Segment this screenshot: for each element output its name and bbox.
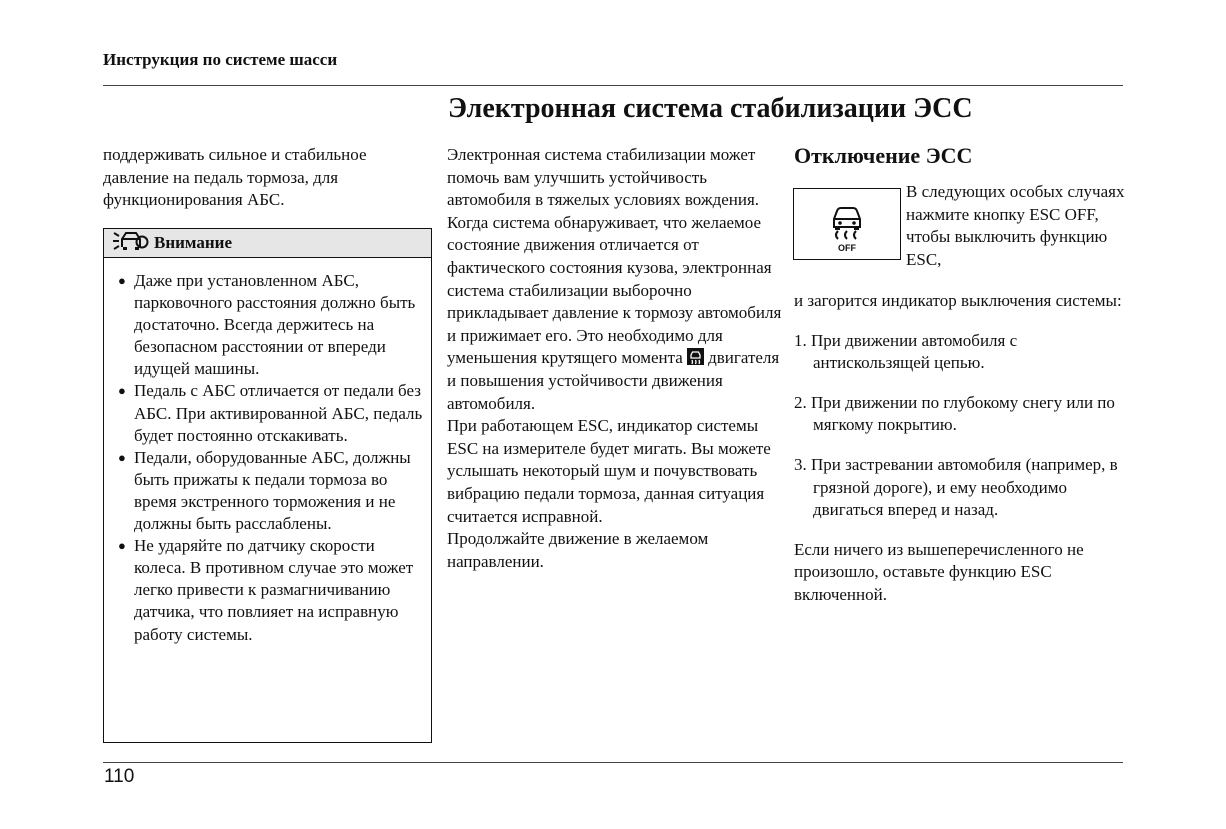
warning-header: [104, 229, 431, 258]
esc-off-icon: [794, 189, 900, 259]
page-number: 110: [104, 766, 135, 787]
esc-off-continuation: и загорится индикатор выключения системы:: [794, 291, 1122, 310]
warning-item: ● Педали, оборудованные АБС, должны быть прижаты к педали тормоза во время экстренного торможения и не должны быть расслаблены.: [118, 447, 423, 535]
esc-off-caption: OFF: [838, 243, 856, 253]
warning-box: [103, 228, 432, 743]
warning-item: ● Даже при установленном АБС, парковочного расстояния должно быть достаточно. Всегда держитесь на безопасном расстоянии от впереди идущей машины.: [118, 270, 423, 380]
warning-item: ● Педаль с АБС отличается от педали без АБС. При активированной АБС, педаль будет постоянно отскакивать.: [118, 380, 423, 446]
esc-off-title: Отключение ЭСС: [794, 143, 973, 168]
esc-off-closing: Если ничего из вышеперечисленного не произошло, оставьте функцию ESC включенной.: [794, 539, 1084, 604]
page-title: Электронная система стабилизации ЭСС: [448, 93, 973, 124]
esc-indicator-icon: [687, 348, 704, 365]
esc-paragraph-1-start: Электронная система стабилизации может помочь вам улучшить устойчивость автомобиля в тяжелых условиях вождения. Когда система обнаруживает, что желаемое состояние движения отличается от фактического состояния кузова, электронная система стабилизации выборочно прикладывает давление к тормозу автомобиля и прижимает его. Это необходимо для уменьшения крутящего момента: [447, 145, 782, 368]
esc-off-side-text: В следующих особых случаях нажмите кнопку ESC OFF, чтобы выключить функцию ESC,: [906, 182, 1125, 269]
header-divider: [103, 85, 1123, 86]
esc-paragraph-3: Продолжайте движение в желаемом направлении.: [447, 529, 709, 571]
warning-item: ● Не ударяйте по датчику скорости колеса. В противном случае это может легко привести к размагничиванию датчика, что повлияет на исправную работу системы.: [118, 535, 423, 645]
esc-off-case: 3. При застревании автомобиля (например, в грязной дороге), и ему необходимо двигаться вперед и назад.: [794, 454, 1118, 520]
esc-paragraph-1: [447, 144, 782, 415]
warning-title: Внимание: [154, 233, 233, 252]
chapter-header: Инструкция по системе шасси: [103, 50, 338, 69]
esc-off-case: 1. При движении автомобиля с антискользящей цепью.: [794, 330, 1018, 373]
warning-list: [118, 270, 423, 646]
footer-divider: [103, 762, 1123, 763]
esc-off-instructions: [794, 273, 1126, 624]
esc-description: [447, 144, 782, 573]
abs-intro-text: поддерживать сильное и стабильное давление на педаль тормоза, для функционирования АБС.: [103, 145, 367, 210]
esc-paragraph-1-end: двигателя и повышения устойчивости движения автомобиля.: [447, 348, 780, 413]
warning-car-icon: [112, 230, 150, 257]
esc-paragraph-2: При работающем ESC, индикатор системы ESC на измерителе будет мигать. Вы можете услышать некоторый шум и почувствовать вибрацию педали тормоза, данная ситуация считается исправной.: [447, 416, 771, 526]
esc-off-case: 2. При движении по глубокому снегу или по мягкому покрытию.: [794, 392, 1115, 435]
esc-off-icon-box: [793, 188, 901, 260]
